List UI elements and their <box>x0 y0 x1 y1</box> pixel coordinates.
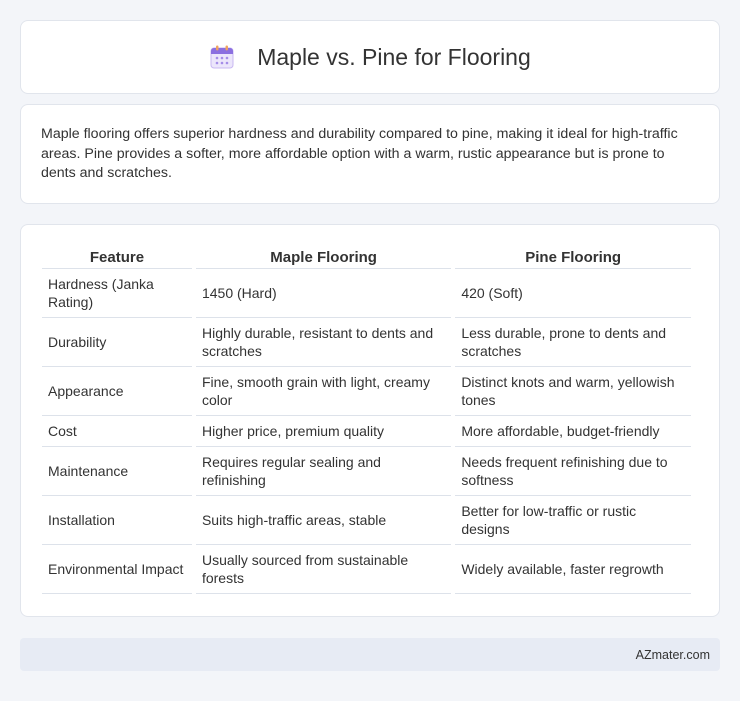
intro-text: Maple flooring offers superior hardness and durability compared to pine, making it ideal for high-traffic areas. Pine provides a softer, more affordable option with a warm, rustic appearance but is prone to dents and scratches. <box>41 126 678 181</box>
table-row <box>42 447 691 496</box>
cell-maple: Requires regular sealing and refinishing <box>196 447 451 496</box>
table-row <box>42 318 691 367</box>
cell-maple: Fine, smooth grain with light, creamy color <box>196 367 451 416</box>
comparison-table <box>38 245 695 594</box>
header-feature: Feature <box>42 245 192 269</box>
calendar-icon <box>209 44 235 70</box>
table-header-row <box>42 245 691 269</box>
header-maple: Maple Flooring <box>196 245 451 269</box>
cell-feature: Durability <box>42 318 192 367</box>
cell-maple: Usually sourced from sustainable forests <box>196 545 451 594</box>
header-pine: Pine Flooring <box>455 245 691 269</box>
cell-pine: Less durable, prone to dents and scratches <box>455 318 691 367</box>
cell-feature: Installation <box>42 496 192 545</box>
cell-feature: Hardness (Janka Rating) <box>42 269 192 318</box>
cell-pine: Better for low-traffic or rustic designs <box>455 496 691 545</box>
table-row <box>42 545 691 594</box>
cell-maple: Suits high-traffic areas, stable <box>196 496 451 545</box>
cell-feature: Environmental Impact <box>42 545 192 594</box>
cell-pine: Distinct knots and warm, yellowish tones <box>455 367 691 416</box>
cell-feature: Cost <box>42 416 192 447</box>
intro-card <box>20 104 720 204</box>
comparison-card <box>20 224 720 617</box>
table-row <box>42 367 691 416</box>
cell-feature: Maintenance <box>42 447 192 496</box>
title-card <box>20 20 720 94</box>
table-row <box>42 416 691 447</box>
table-row <box>42 269 691 318</box>
cell-pine: Widely available, faster regrowth <box>455 545 691 594</box>
page-title: Maple vs. Pine for Flooring <box>257 43 531 70</box>
cell-maple: 1450 (Hard) <box>196 269 451 318</box>
cell-feature: Appearance <box>42 367 192 416</box>
cell-pine: Needs frequent refinishing due to softness <box>455 447 691 496</box>
cell-pine: More affordable, budget-friendly <box>455 416 691 447</box>
footer <box>20 638 720 671</box>
cell-maple: Higher price, premium quality <box>196 416 451 447</box>
footer-brand: AZmater.com <box>635 647 710 662</box>
table-row <box>42 496 691 545</box>
cell-pine: 420 (Soft) <box>455 269 691 318</box>
cell-maple: Highly durable, resistant to dents and scratches <box>196 318 451 367</box>
